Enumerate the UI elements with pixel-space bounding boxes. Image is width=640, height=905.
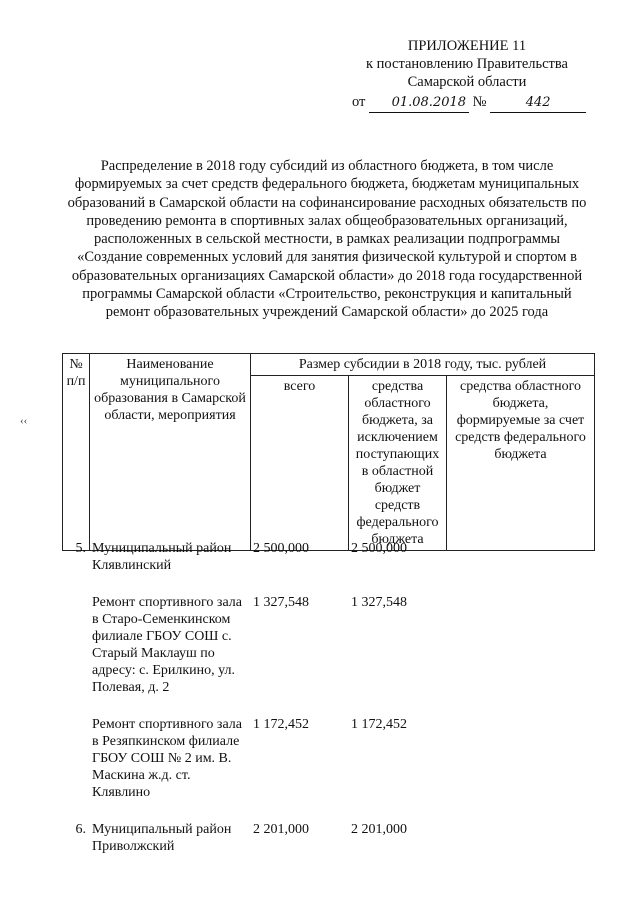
row-total: 1 172,452 [253, 717, 309, 732]
row-name: Ремонт спортивного зала в Старо-Семенкинском филиале ГБОУ СОШ с. Старый Маклауш по адресу: с. Ерилкино, ул. Полевая, д. 2 [92, 595, 242, 695]
handwritten-number: 442 [490, 94, 586, 113]
col-number-header: № п/п [63, 354, 90, 551]
col-regional-header: средства областного бюджета, за исключением поступающих в областной бюджет средств федерального бюджета [349, 376, 447, 551]
row-number [62, 594, 89, 696]
row-number: 5. [75, 541, 86, 556]
table-header [62, 353, 595, 551]
subsidy-table-body [62, 540, 594, 855]
appendix-title: ПРИЛОЖЕНИЕ 11 [407, 38, 527, 54]
region-line: Самарской области [407, 74, 527, 90]
row-regional: 1 172,452 [351, 717, 407, 732]
row-federal [446, 594, 594, 696]
col-total-header: всего [251, 376, 349, 551]
number-sign: № [472, 94, 487, 110]
table-row [62, 594, 594, 696]
row-federal [446, 716, 594, 801]
table-row [62, 540, 594, 574]
col-size-header: Размер субсидии в 2018 году, тыс. рублей [251, 354, 595, 376]
row-federal [446, 540, 594, 574]
row-number [62, 716, 89, 801]
row-regional: 2 201,000 [351, 822, 407, 837]
row-total: 2 500,000 [253, 541, 309, 556]
resolution-line: к постановлению Правительства [366, 56, 568, 72]
col-name-header: Наименование муниципального образования в Самарской области, мероприятия [90, 354, 251, 551]
row-name: Ремонт спортивного зала в Резяпкинском филиале ГБОУ СОШ № 2 им. В. Маскина ж.д. ст. Клявлино [92, 717, 242, 800]
row-total: 1 327,548 [253, 595, 309, 610]
handwritten-date: 01.08.2018 [369, 94, 469, 113]
table-row [62, 821, 594, 855]
row-number: 6. [75, 822, 86, 837]
row-regional: 1 327,548 [351, 595, 407, 610]
row-federal [446, 821, 594, 855]
col-federal-header: средства областного бюджета, формируемые за счет средств федерального бюджета [447, 376, 595, 551]
ot-label: от [352, 94, 366, 110]
table-row [62, 716, 594, 801]
document-title: Распределение в 2018 году субсидий из областного бюджета, в том числе формируемых за счет средств федерального бюджета, бюджетам муниципальных образований в Самарской области на софинансирование расходных обязательств по проведению ремонта в спортивных залах общеобразовательных организаций, расположенных в сельской местности, в рамках реализации подпрограммы «Создание современных условий для занятия физической культурой и спортом в образовательных организациях Самарской области» до 2018 года государственной программы Самарской области «Строительство, реконструкция и капитальный ремонт образовательных учреждений Самарской области» до 2025 года [67, 158, 587, 321]
margin-mark: ‹‹ [20, 415, 28, 427]
row-regional: 2 500,000 [351, 541, 407, 556]
appendix-header [352, 37, 582, 113]
row-total: 2 201,000 [253, 822, 309, 837]
row-name: Муниципальный район Приволжский [92, 822, 232, 854]
date-number-line [352, 93, 582, 113]
row-name: Муниципальный район Клявлинский [92, 541, 232, 573]
